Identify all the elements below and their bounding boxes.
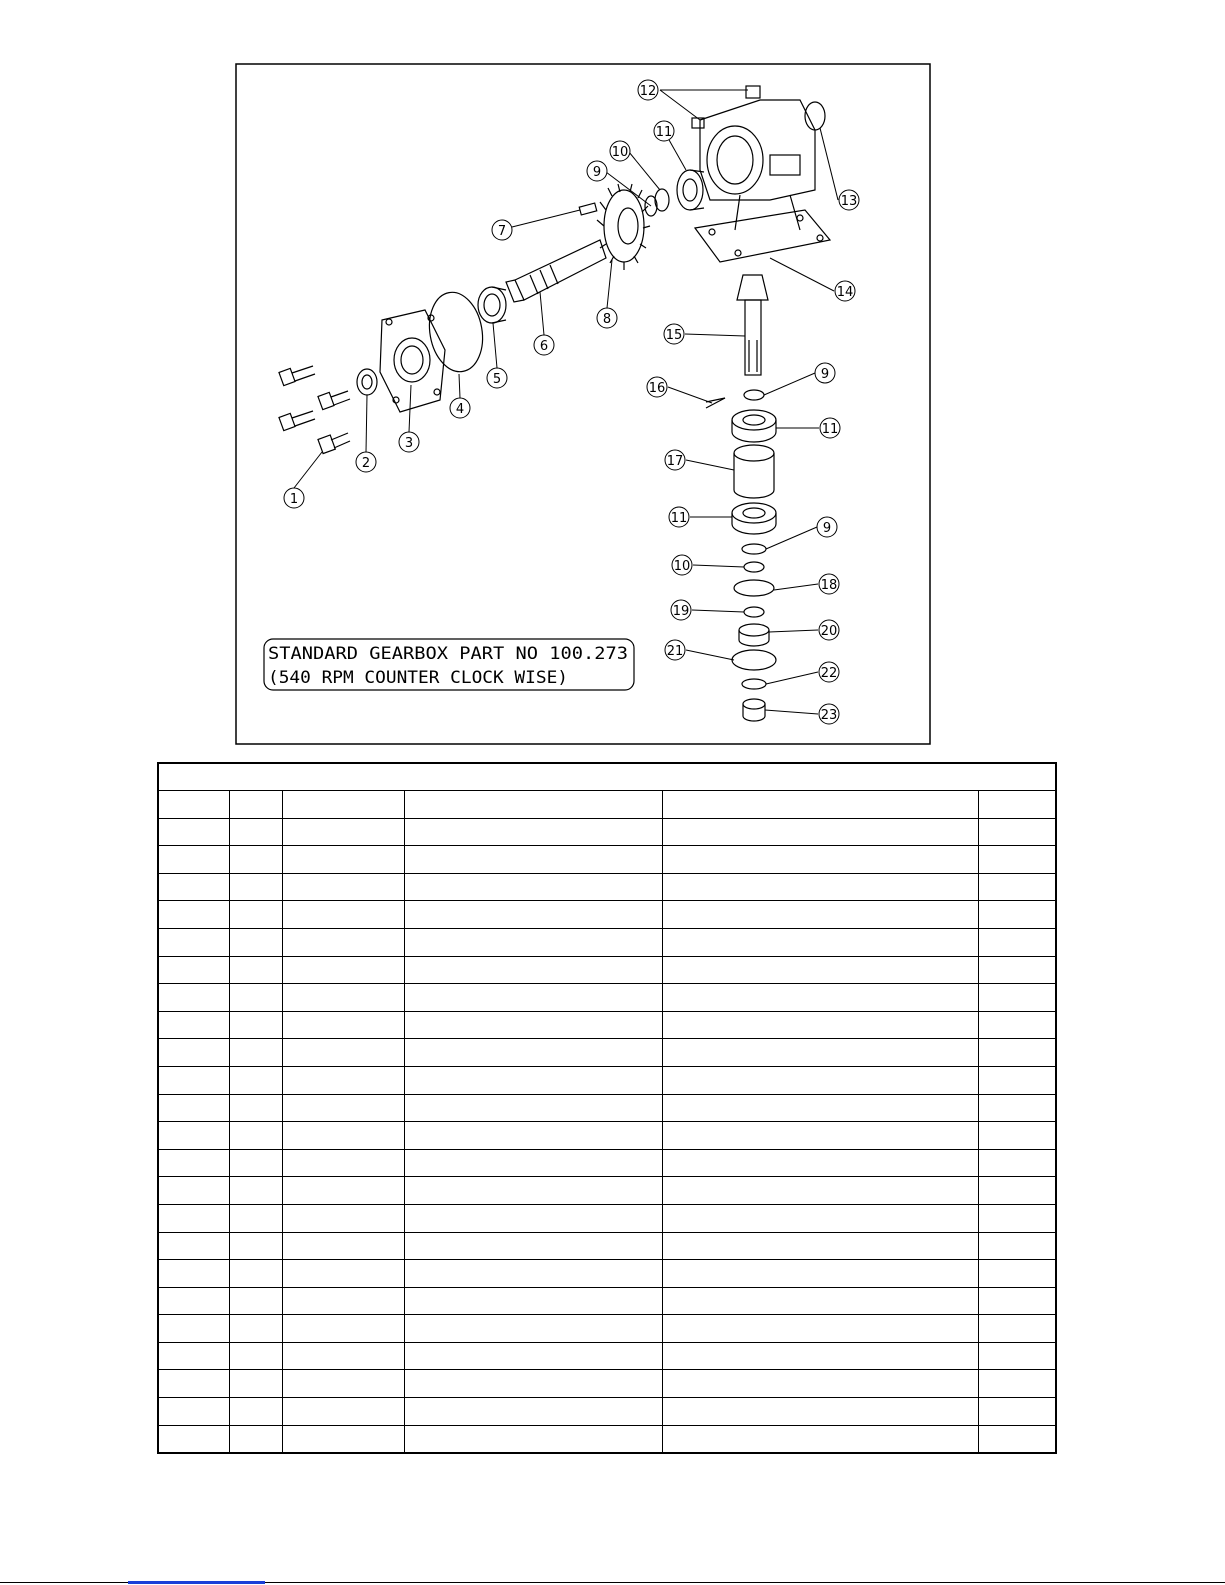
table-cell [229, 1287, 282, 1315]
table-cell [404, 1122, 662, 1150]
table-cell [978, 1425, 1056, 1453]
table-cell [404, 1342, 662, 1370]
table-cell [282, 1287, 404, 1315]
table-cell [282, 1232, 404, 1260]
callout-label: 20 [820, 624, 838, 639]
table-cell [229, 956, 282, 984]
header-cell [662, 791, 978, 819]
table-cell [662, 1122, 978, 1150]
parts-list-table [157, 762, 1057, 1454]
callout-label: 12 [639, 84, 657, 99]
table-cell [662, 1342, 978, 1370]
table-cell [158, 1094, 229, 1122]
callout-label: 16 [648, 381, 666, 396]
table-cell [978, 1342, 1056, 1370]
callout-label: 18 [820, 578, 838, 593]
table-cell [282, 1149, 404, 1177]
table-cell [404, 873, 662, 901]
table-cell [978, 1039, 1056, 1067]
table-cell [229, 1260, 282, 1288]
table-cell [282, 1177, 404, 1205]
table-cell [978, 1232, 1056, 1260]
table-row [158, 928, 1056, 956]
table-cell [978, 1177, 1056, 1205]
callouts [284, 80, 859, 724]
table-row [158, 1011, 1056, 1039]
table-cell [978, 1398, 1056, 1426]
table-cell [404, 846, 662, 874]
table-row [158, 1425, 1056, 1453]
table-cell [662, 1149, 978, 1177]
table-cell [229, 1370, 282, 1398]
callout-label: 7 [497, 224, 507, 239]
table-cell [662, 1370, 978, 1398]
footer-link-underline[interactable] [128, 1581, 265, 1584]
table-cell [404, 1039, 662, 1067]
table-cell [282, 1204, 404, 1232]
table-cell [282, 1370, 404, 1398]
table-cell [978, 1370, 1056, 1398]
table-cell [229, 1122, 282, 1150]
bolt-group [279, 366, 350, 454]
callout-label: 4 [455, 402, 465, 417]
table-row [158, 956, 1056, 984]
table-cell [282, 846, 404, 874]
callout-label: 15 [665, 328, 683, 343]
table-cell [662, 1287, 978, 1315]
table-cell [229, 1177, 282, 1205]
table-cell [158, 873, 229, 901]
table-cell [978, 1094, 1056, 1122]
table-cell [229, 1011, 282, 1039]
table-cell [158, 1149, 229, 1177]
table-cell [282, 1398, 404, 1426]
table-cell [158, 1260, 229, 1288]
table-cell [978, 984, 1056, 1012]
table-cell [404, 1260, 662, 1288]
table-cell [978, 873, 1056, 901]
table-cell [158, 818, 229, 846]
table-cell [978, 1122, 1056, 1150]
table-row [158, 901, 1056, 929]
table-cell [662, 846, 978, 874]
table-cell [282, 1094, 404, 1122]
table-cell [662, 1177, 978, 1205]
table-cell [229, 901, 282, 929]
table-cell [158, 1315, 229, 1343]
table-cell [978, 1204, 1056, 1232]
table-cell [662, 1398, 978, 1426]
table-cell [282, 928, 404, 956]
table-cell [282, 1425, 404, 1453]
table-row [158, 873, 1056, 901]
table-cell [158, 1204, 229, 1232]
table-cell [282, 818, 404, 846]
table-cell [158, 1342, 229, 1370]
table-cell [158, 1177, 229, 1205]
table-cell [158, 1122, 229, 1150]
table-cell [229, 1342, 282, 1370]
table-row [158, 1287, 1056, 1315]
table-cell [282, 1342, 404, 1370]
table-cell [229, 928, 282, 956]
header-cell [978, 791, 1056, 819]
table-cell [404, 1287, 662, 1315]
table-cell [662, 1066, 978, 1094]
header-cell [229, 791, 282, 819]
header-cell [282, 791, 404, 819]
callout-label: 9 [592, 165, 602, 180]
table-cell [229, 1398, 282, 1426]
callout-label: 17 [666, 454, 684, 469]
table-cell [229, 873, 282, 901]
table-row [158, 1342, 1056, 1370]
table-cell [978, 1315, 1056, 1343]
table-cell [158, 956, 229, 984]
table-cell [158, 901, 229, 929]
table-cell [404, 1425, 662, 1453]
table-cell [282, 1315, 404, 1343]
table-cell [158, 1398, 229, 1426]
table-cell [229, 1204, 282, 1232]
table-cell [978, 1287, 1056, 1315]
table-cell [978, 818, 1056, 846]
table-cell [404, 818, 662, 846]
header-cell [404, 791, 662, 819]
table-cell [404, 1370, 662, 1398]
table-cell [282, 956, 404, 984]
table-cell [662, 956, 978, 984]
table-cell [229, 1066, 282, 1094]
table-cell [282, 984, 404, 1012]
table-cell [404, 1011, 662, 1039]
table-row [158, 984, 1056, 1012]
table-cell [404, 1149, 662, 1177]
table-cell [404, 901, 662, 929]
table-row [158, 1315, 1056, 1343]
table-cell [662, 818, 978, 846]
table-title [158, 763, 1056, 791]
table-cell [282, 873, 404, 901]
callout-label: 14 [836, 285, 854, 300]
callout-label: 22 [820, 666, 838, 681]
exploded-gearbox-diagram [0, 0, 1225, 760]
table-cell [282, 901, 404, 929]
table-cell [404, 1066, 662, 1094]
table-row [158, 1094, 1056, 1122]
parts-drawing [279, 86, 830, 721]
table-cell [978, 1011, 1056, 1039]
table-row [158, 846, 1056, 874]
callout-label: 6 [539, 339, 549, 354]
table-cell [158, 1370, 229, 1398]
table-cell [662, 1039, 978, 1067]
table-cell [158, 984, 229, 1012]
table-cell [404, 1232, 662, 1260]
table-cell [404, 956, 662, 984]
table-header-row [158, 791, 1056, 819]
callout-label: 11 [670, 511, 688, 526]
table-cell [662, 1425, 978, 1453]
table-cell [229, 1149, 282, 1177]
table-cell [662, 1094, 978, 1122]
table-cell [978, 1260, 1056, 1288]
table-row [158, 1370, 1056, 1398]
table-cell [282, 1039, 404, 1067]
table-row [158, 1177, 1056, 1205]
table-cell [978, 1149, 1056, 1177]
table-cell [404, 1094, 662, 1122]
table-cell [662, 1315, 978, 1343]
callout-label: 10 [673, 559, 691, 574]
table-cell [282, 1260, 404, 1288]
table-cell [404, 1398, 662, 1426]
table-cell [229, 1315, 282, 1343]
table-title-row [158, 763, 1056, 791]
table-row [158, 1398, 1056, 1426]
table-cell [158, 1066, 229, 1094]
table-cell [662, 1011, 978, 1039]
table-cell [158, 1287, 229, 1315]
table-cell [404, 1315, 662, 1343]
table-cell [978, 1066, 1056, 1094]
callout-leaders [294, 90, 838, 714]
table-cell [282, 1122, 404, 1150]
table-cell [282, 1011, 404, 1039]
callout-label: 23 [820, 708, 838, 723]
table-cell [662, 873, 978, 901]
table-cell [158, 928, 229, 956]
table-row [158, 1039, 1056, 1067]
table-cell [978, 928, 1056, 956]
header-cell [158, 791, 229, 819]
callout-label: 3 [404, 436, 414, 451]
parts-list-body [158, 763, 1056, 1453]
caption-line-2: (540 RPM COUNTER CLOCK WISE) [268, 668, 568, 688]
callout-label: 9 [822, 521, 832, 536]
table-cell [229, 1094, 282, 1122]
diagram-frame [236, 64, 930, 744]
table-cell [404, 984, 662, 1012]
callout-label: 10 [611, 145, 629, 160]
caption-line-1: STANDARD GEARBOX PART NO 100.273 [268, 644, 628, 664]
table-cell [229, 1039, 282, 1067]
table-cell [662, 1232, 978, 1260]
table-cell [978, 956, 1056, 984]
table-row [158, 1149, 1056, 1177]
table-cell [662, 1260, 978, 1288]
table-cell [404, 1177, 662, 1205]
table-row [158, 1066, 1056, 1094]
callout-label: 1 [289, 492, 299, 507]
table-cell [978, 901, 1056, 929]
table-cell [229, 818, 282, 846]
table-cell [662, 928, 978, 956]
callout-label: 9 [820, 367, 830, 382]
table-cell [404, 928, 662, 956]
table-row [158, 1122, 1056, 1150]
callout-label: 11 [655, 125, 673, 140]
table-cell [662, 901, 978, 929]
callout-label: 8 [602, 312, 612, 327]
callout-label: 21 [666, 644, 684, 659]
table-cell [158, 1232, 229, 1260]
table-cell [662, 984, 978, 1012]
table-cell [282, 1066, 404, 1094]
table-row [158, 818, 1056, 846]
table-row [158, 1204, 1056, 1232]
table-cell [229, 846, 282, 874]
callout-label: 13 [840, 194, 858, 209]
table-row [158, 1260, 1056, 1288]
table-row [158, 1232, 1056, 1260]
callout-labels [290, 84, 857, 723]
table-cell [404, 1204, 662, 1232]
table-cell [158, 1011, 229, 1039]
table-cell [229, 1425, 282, 1453]
table-cell [158, 1039, 229, 1067]
table-cell [229, 984, 282, 1012]
table-cell [158, 1425, 229, 1453]
callout-label: 11 [821, 422, 839, 437]
table-cell [662, 1204, 978, 1232]
table-cell [978, 846, 1056, 874]
callout-label: 19 [672, 604, 690, 619]
table-cell [158, 846, 229, 874]
callout-label: 5 [492, 372, 502, 387]
table-cell [229, 1232, 282, 1260]
callout-label: 2 [361, 456, 371, 471]
